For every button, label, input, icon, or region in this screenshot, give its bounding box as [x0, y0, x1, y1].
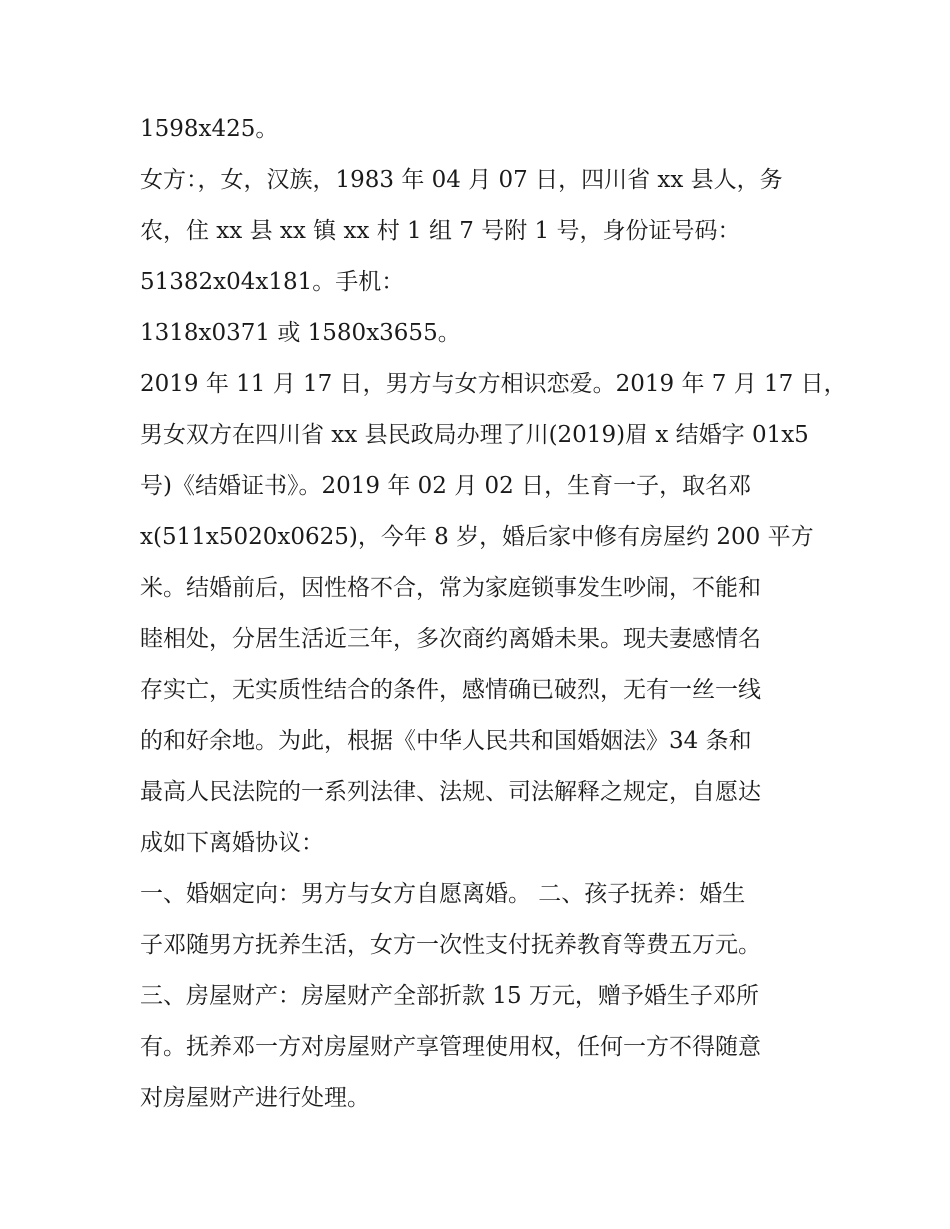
text-line: 成如下离婚协议：	[140, 830, 324, 856]
text-line: 子邓随男方抚养生活，女方一次性支付抚养教育等费五万元。	[140, 932, 761, 958]
text-line: 三、房屋财产：房屋财产全部折款 15 万元，赠予婚生子邓所	[140, 983, 759, 1009]
text-line: 农，住 xx 县 xx 镇 xx 村 1 组 7 号附 1 号，身份证号码：	[140, 218, 741, 244]
text-line: 2019 年 11 月 17 日，男方与女方相识恋爱。2019 年 7 月 17 日，	[140, 371, 847, 397]
text-line: 号)《结婚证书》。2019 年 02 月 02 日，生育一子，取名邓	[140, 473, 752, 499]
text-line: 米。结婚前后，因性格不合，常为家庭锁事发生吵闹，不能和	[140, 575, 761, 601]
text-line: 51382x04x181。手机：	[140, 269, 405, 295]
text-line: 睦相处，分居生活近三年，多次商约离婚未果。现夫妻感情名	[140, 626, 761, 652]
text-line: 1598x425。	[140, 116, 279, 142]
text-line: 存实亡，无实质性结合的条件，感情确已破烈，无有一丝一线	[140, 677, 761, 703]
text-line: 有。抚养邓一方对房屋财产享管理使用权，任何一方不得随意	[140, 1034, 761, 1060]
text-line: 一、婚姻定向：男方与女方自愿离婚。 二、孩子抚养：婚生	[140, 881, 746, 907]
text-line: 对房屋财产进行处理。	[140, 1085, 370, 1111]
text-line: 男女双方在四川省 xx 县民政局办理了川(2019)眉 x 结婚字 01x5	[140, 422, 809, 448]
text-line: 最高人民法院的一系列法律、法规、司法解释之规定，自愿达	[140, 779, 761, 805]
text-line: 1318x0371 或 1580x3655。	[140, 320, 461, 346]
text-line: 女方：，女，汉族，1983 年 04 月 07 日，四川省 xx 县人，务	[140, 167, 783, 193]
text-line: 的和好余地。为此，根据《中华人民共和国婚姻法》34 条和	[140, 728, 752, 754]
text-line: x(511x5020x0625)，今年 8 岁，婚后家中修有房屋约 200 平方	[140, 524, 814, 550]
